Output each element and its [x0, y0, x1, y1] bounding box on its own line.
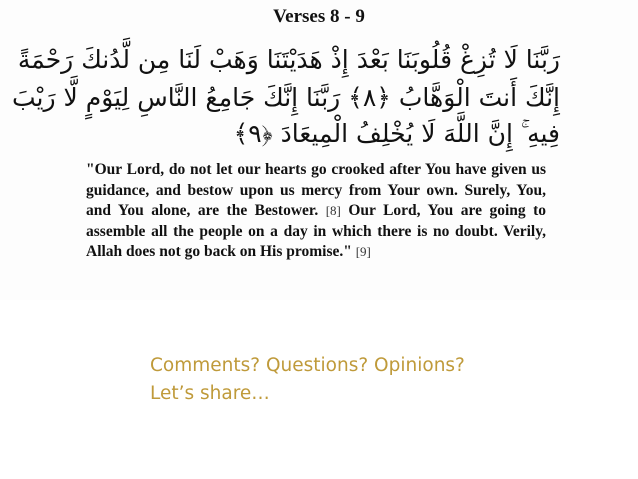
translation-part-2: Our Lord, You are going to assemble all the people on a day in which there is no doubt. Verily, Allah does not go back on His promise.": [86, 202, 547, 260]
verse-number-9: [9]: [355, 244, 371, 259]
comments-line-2: Let’s share…: [150, 383, 270, 404]
verse-number-8: [8]: [325, 203, 341, 218]
english-translation: [86, 160, 546, 263]
arabic-line-1: رَبَّنَا لَا تُزِغْ قُلُوبَنَا بَعْدَ إِذْ هَدَيْتَنَا وَهَبْ لَنَا مِن لَّدُنكَ رَحْمَةً: [17, 45, 560, 74]
verse-heading: Verses 8 - 9: [273, 6, 365, 27]
comments-line-1: Comments? Questions? Opinions?: [150, 355, 465, 376]
arabic-line-3: فِيهِ ۚ إِنَّ اللَّهَ لَا يُخْلِفُ الْمِيعَادَ ﴿٩﴾: [233, 119, 560, 148]
translation-part-1: "Our Lord, do not let our hearts go crooked after You have given us guidance, and bestow upon us mercy from Your own. Surely, You, and You alone, are the Bestower.: [86, 161, 546, 219]
comments-prompt: [150, 352, 465, 408]
arabic-line-2: إِنَّكَ أَنتَ الْوَهَّابُ ﴿٨﴾ رَبَّنَا إِنَّكَ جَامِعُ النَّاسِ لِيَوْمٍ لَّا رَيْبَ: [11, 83, 560, 112]
